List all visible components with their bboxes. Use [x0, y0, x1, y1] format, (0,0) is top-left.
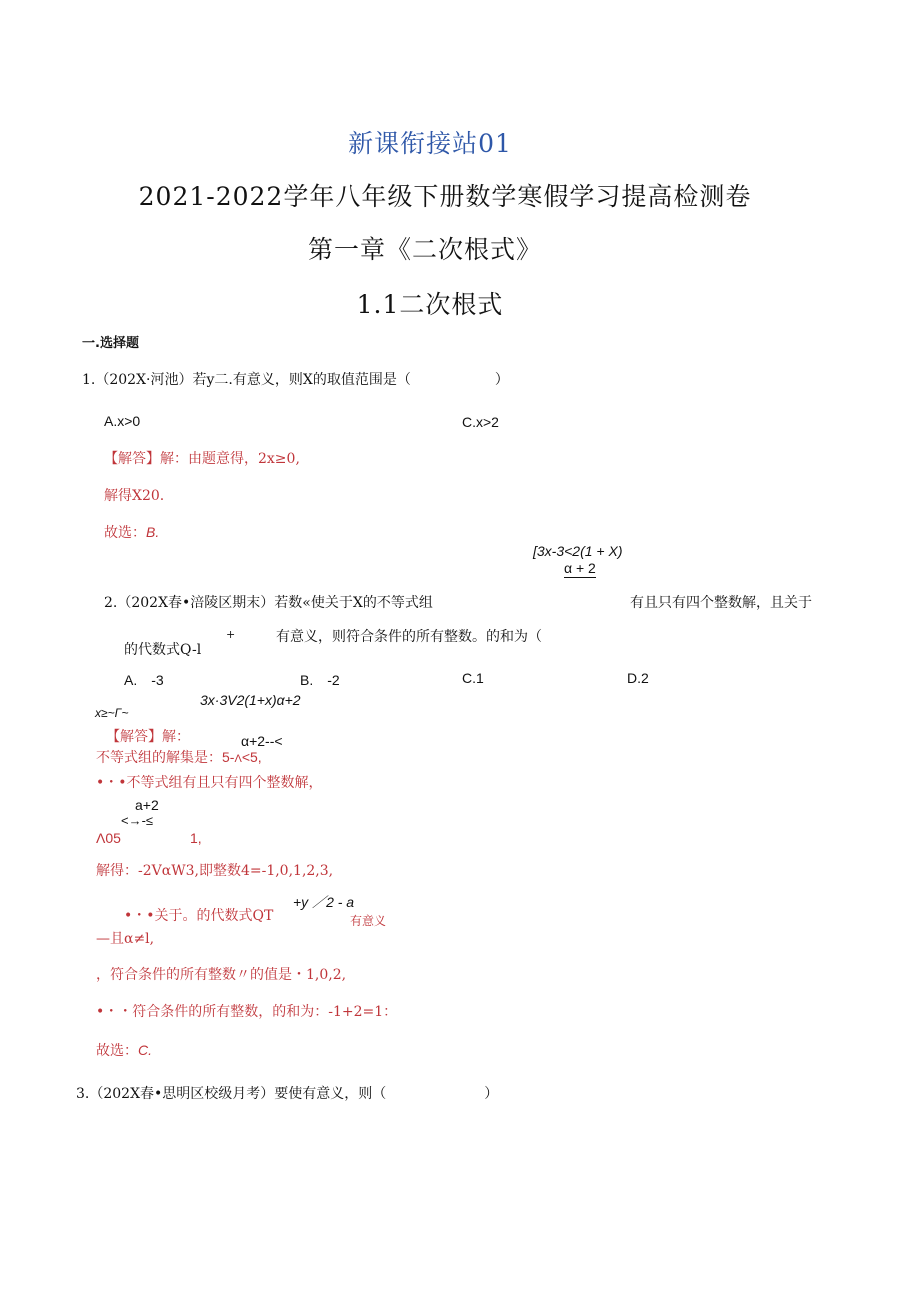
section-label: 一.选择题: [82, 336, 139, 351]
q2-about-line: •・•关于。的代数式QT: [124, 908, 274, 924]
q1-answer-line1: 【解答】解：由题意得，2x≥0,: [104, 451, 300, 467]
q2-solution-sub: Λ: [234, 753, 242, 765]
q2-choice-letter: C.: [138, 1042, 152, 1058]
q2-ineq-mid: <→-≤: [121, 813, 154, 828]
q2-solution-top: α+2--<: [241, 733, 283, 749]
q2-choice-prefix: 故选：: [96, 1043, 138, 1059]
q2-stem-line2-a: 的代数式Q-l: [124, 642, 202, 658]
q2-ineq-bottom-left: Λ05: [96, 830, 121, 846]
q2-solution-math: 5-: [222, 749, 235, 765]
q1-choice-prefix: 故选：: [104, 525, 146, 541]
q2-sum-line: •・・符合条件的所有整数，的和为：-1+2=1：: [96, 1004, 398, 1020]
q2-stem-plus: +: [226, 628, 236, 641]
q2-work-system: 3x·3V2(1+x)α+2: [200, 692, 301, 708]
q1-answer-line2: 解得X20.: [104, 488, 165, 504]
q1-answer-choice: [104, 522, 159, 542]
q2-stem-part2: 有且只有四个整数解，且关于: [630, 595, 812, 611]
page-title: 2021-2022学年八年级下册数学寒假学习提高检测卷: [138, 182, 752, 211]
q2-four-solutions: •・•不等式组有且只有四个整数解，: [96, 775, 323, 791]
q2-solve-line: 解得：-2VαW3,即整数4=-1,0,1,2,3,: [96, 863, 334, 879]
q2-values-line: ，符合条件的所有整数〃的值是・1,0,2,: [96, 967, 347, 983]
q2-ineq-bottom-right: 1,: [190, 830, 202, 846]
q2-and-line: —且α≠l,: [96, 931, 155, 947]
q2-stem-part1: 2.（202X春•涪陵区期末）若数«使关于X的不等式组: [104, 595, 433, 611]
q3-stem: 3.（202X春•思明区校级月考）要使有意义，则（ ）: [76, 1086, 499, 1102]
q2-system-top: [3x-3<2(1 + X): [533, 543, 623, 559]
q2-answer-head: 【解答】解：: [106, 729, 190, 745]
q1-option-c: C.x>2: [462, 414, 499, 430]
q1-choice-letter: B.: [146, 524, 160, 540]
q2-about-expr: +y ／2 - a: [293, 894, 355, 910]
q2-solution-prefix: 不等式组的解集是：: [96, 750, 222, 766]
q2-answer-choice: [96, 1040, 152, 1060]
section-title: 1.1二次根式: [356, 290, 504, 319]
q2-solution-line: [96, 747, 262, 767]
q2-about-meaning: 有意义: [350, 914, 387, 928]
q2-option-a: A. -3: [124, 672, 164, 688]
q2-work-frac: x≥~Γ~: [95, 706, 129, 720]
q1-stem: 1.（202X·河池）若y二.有意义，则X的取值范围是（ ）: [82, 372, 509, 388]
chapter-title: 第一章《二次根式》: [307, 235, 542, 264]
q2-option-c: C.1: [462, 670, 484, 686]
q2-ineq-top: a+2: [135, 797, 159, 813]
series-title: 新课衔接站01: [348, 129, 512, 158]
q2-option-b: B. -2: [300, 672, 340, 688]
q2-solution-tail: <5,: [241, 749, 262, 765]
q2-system-bottom: α + 2: [564, 560, 596, 576]
q2-stem-line2-b: 有意义，则符合条件的所有整数。的和为（: [276, 629, 542, 645]
q2-option-d: D.2: [627, 670, 649, 686]
q1-option-a: A.x>0: [104, 413, 141, 429]
